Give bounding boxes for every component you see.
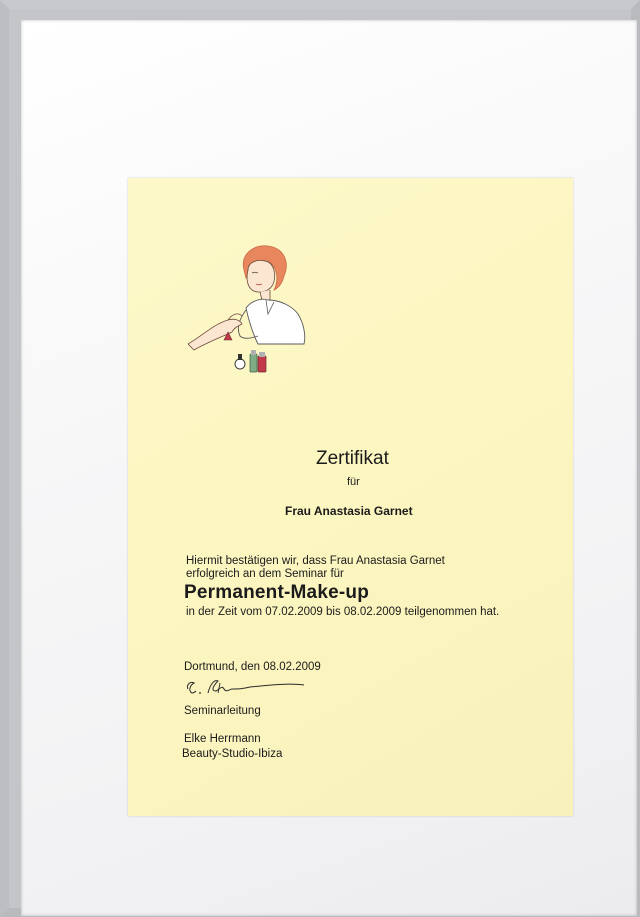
seminar-name: Permanent-Make-up [184,582,369,603]
for-label: für [347,476,360,488]
recipient-name: Frau Anastasia Garnet [285,504,413,518]
frame-mat [21,20,637,916]
signature-role: Seminarleitung [184,705,261,717]
signature-icon [180,673,310,703]
manicurist-illustration-icon [188,240,318,380]
body-text-line-2: erfolgreich an dem Seminar für [186,568,344,580]
body-text-line-3: in der Zeit vom 07.02.2009 bis 08.02.2009 teilgenommen hat. [186,606,500,618]
place-date: Dortmund, den 08.02.2009 [184,661,321,673]
body-text-line-1: Hiermit bestätigen wir, dass Frau Anastasia Garnet [186,555,445,567]
certificate-title: Zertifikat [316,448,389,469]
signer-studio: Beauty-Studio-Ibiza [182,748,283,760]
certificate-paper [128,178,573,816]
signer-name: Elke Herrmann [184,733,261,745]
